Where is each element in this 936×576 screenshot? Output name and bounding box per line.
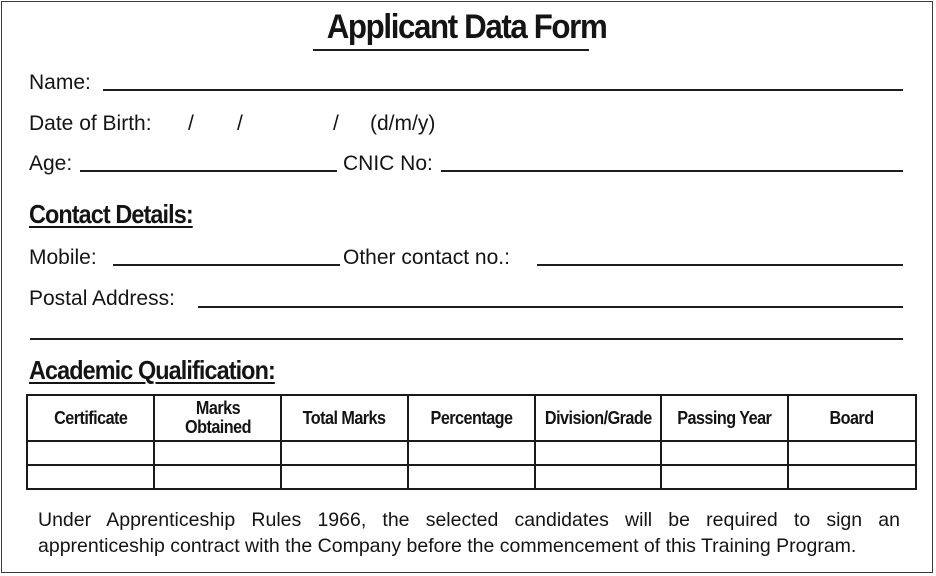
title-underline — [313, 49, 589, 51]
column-header-percentage: Percentage — [408, 395, 535, 441]
age-field[interactable] — [80, 170, 337, 172]
mobile-field[interactable] — [113, 264, 340, 266]
table-cell[interactable] — [788, 465, 916, 489]
table-cell[interactable] — [535, 465, 661, 489]
other-contact-field[interactable] — [537, 264, 903, 266]
table-cell[interactable] — [408, 441, 535, 465]
form-title: Applicant Data Form — [326, 8, 607, 46]
column-header-marks-obtained: Marks Obtained — [154, 395, 281, 441]
column-header-board: Board — [788, 395, 916, 441]
age-label: Age: — [29, 152, 73, 175]
table-cell[interactable] — [154, 441, 281, 465]
table-cell[interactable] — [27, 465, 154, 489]
contact-details-heading: Contact Details: — [29, 199, 193, 229]
academic-qualification-heading: Academic Qualification: — [29, 355, 275, 385]
dob-format-hint: (d/m/y) — [370, 112, 436, 135]
qualification-table — [26, 394, 917, 490]
dob-month-separator: / — [237, 112, 243, 135]
table-cell[interactable] — [788, 441, 916, 465]
column-header-certificate: Certificate — [27, 395, 154, 441]
column-header-division-grade: Division/Grade — [535, 395, 661, 441]
dob-day-separator: / — [188, 112, 194, 135]
table-cell[interactable] — [27, 441, 154, 465]
postal-address-field-line2[interactable] — [30, 338, 903, 340]
name-field[interactable] — [103, 89, 903, 91]
table-header-row — [27, 395, 916, 441]
postal-address-field[interactable] — [198, 306, 903, 308]
table-cell[interactable] — [661, 441, 788, 465]
table-row — [27, 441, 916, 465]
table-cell[interactable] — [281, 441, 408, 465]
cnic-label: CNIC No: — [343, 152, 433, 175]
postal-address-label: Postal Address: — [29, 287, 175, 310]
table-cell[interactable] — [408, 465, 535, 489]
table-cell[interactable] — [535, 441, 661, 465]
name-label: Name: — [29, 71, 91, 94]
other-contact-label: Other contact no.: — [343, 246, 510, 269]
apprenticeship-notice: Under Apprenticeship Rules 1966, the selected candidates will be required to sign an apprenticeship contract with the Company before the commencement of this Training Program. — [38, 509, 900, 557]
column-header-total-marks: Total Marks — [281, 395, 408, 441]
table-cell[interactable] — [154, 465, 281, 489]
mobile-label: Mobile: — [29, 246, 97, 269]
column-header-passing-year: Passing Year — [661, 395, 788, 441]
table-cell[interactable] — [281, 465, 408, 489]
table-cell[interactable] — [661, 465, 788, 489]
table-row — [27, 465, 916, 489]
cnic-field[interactable] — [441, 170, 903, 172]
dob-year-separator: / — [333, 112, 339, 135]
dob-label: Date of Birth: — [29, 112, 152, 135]
